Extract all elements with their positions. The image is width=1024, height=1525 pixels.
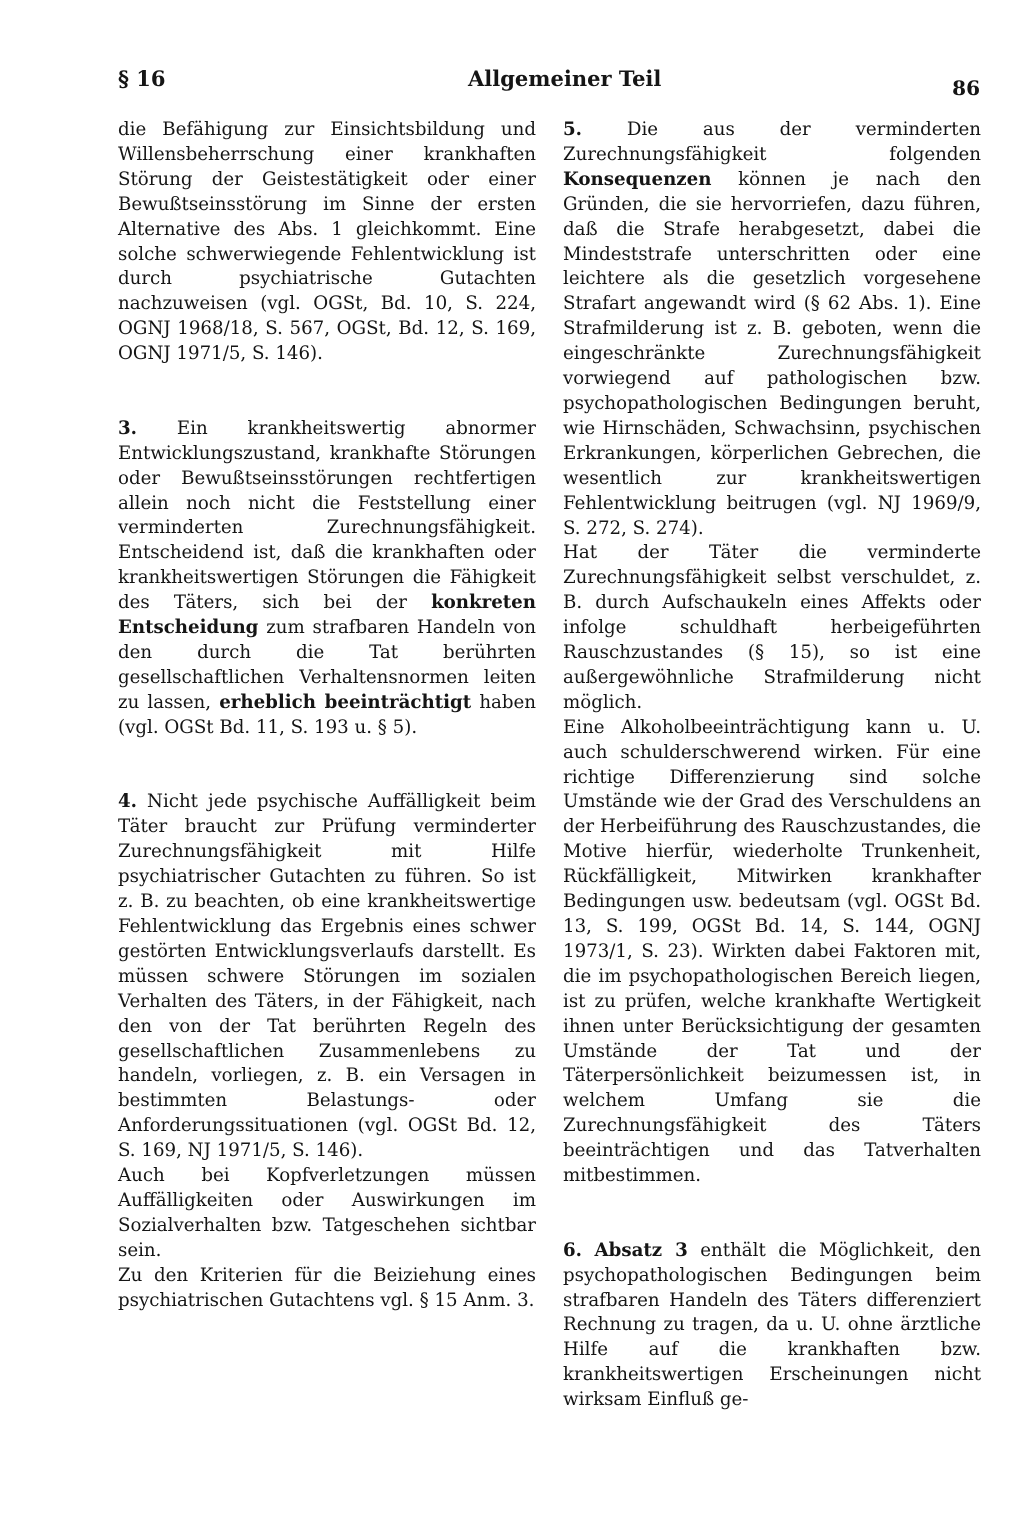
paragraph-4 bbox=[118, 790, 536, 1164]
paragraph-5-continued: Hat der Täter die verminderte Zurechnungsfähigkeit selbst verschuldet, z. B. durch Aufschaukeln eines Affekts oder infolge schuldhaft herbeigeführten Rauschzustandes (§ 15), so ist eine außergewöhnliche Strafmilderung nicht möglich. bbox=[563, 542, 981, 713]
emphasis-text: Absatz 3 bbox=[594, 1239, 688, 1261]
paragraph-text: können je nach den Gründen, die sie hervorriefen, dazu führen, daß die Strafe herabgesetzt, dabei die Mindeststrafe unterschritten oder eine leichtere als die gesetzlich vorgesehene Strafart angewandt wird (§ 62 Abs. 1). Eine Strafmilderung ist z. B. geboten, wenn die eingeschränkte Zurechnungsfähigkeit vorwiegend auf pathologischen bzw. psychopathologischen Bedingungen beruht, wie Hirnschäden, Schwachsinn, psychischen Erkrankungen, körperlichen Gebrechen, die wesentlich zur krankheitswertigen Fehlentwicklung beitrugen (vgl. NJ 1969/9, S. 272, S. 274). bbox=[563, 168, 981, 539]
paragraph-text: enthält die Möglichkeit, den psychopathologischen Bedingungen beim strafbaren Handeln des Täters differenziert Rechnung zu tragen, da u. U. ohne ärztliche Hilfe auf die krankhaften bzw. krankheitswertigen Erscheinungen nicht wirksam Einfluß ge- bbox=[563, 1239, 981, 1411]
page-number: 86 bbox=[952, 76, 980, 100]
paragraph-text: Nicht jede psychische Auffälligkeit beim Täter braucht zur Prüfung verminderter Zurechnungsfähigkeit mit Hilfe psychiatrischer Gutachten zu führen. So ist z. B. zu beachten, ob eine krankheitswertige Fehlentwicklung das Ergebnis eines schwer gestörten Entwicklungsverlaufs darstellt. Es müssen schwere Störungen im sozialen Verhalten des Täters, in der Fähigkeit, nach den von der Tat berührten Regeln des gesellschaftlichen Zusammenlebens zu handeln, vorliegen, z. B. ein Versagen in bestimmten Belastungs- oder Anforderungssituationen (vgl. OGSt Bd. 12, S. 169, NJ 1971/5, S. 146). bbox=[118, 791, 536, 1162]
emphasis-text: erheblich beeinträchtigt bbox=[219, 691, 472, 713]
paragraph-6 bbox=[563, 1239, 981, 1413]
section-marker: § 16 bbox=[118, 66, 166, 91]
running-title: Allgemeiner Teil bbox=[468, 66, 662, 91]
paragraph-text: Die aus der verminderten Zurechnungsfähigkeit folgenden bbox=[563, 119, 981, 165]
left-column bbox=[118, 118, 536, 1313]
paragraph-number: 5. bbox=[563, 119, 582, 140]
paragraph-5-alcohol: Eine Alkoholbeeinträchtigung kann u. U. auch schulderschwerend wirken. Für eine richtige Differenzierung sind solche Umstände wie der Grad des Verschuldens an der Herbeiführung des Rauschzustandes, die Motive hierfür, wiederholte Trunkenheit, Rückfälligkeit, Mitwirken krankhafter Bedingungen usw. bedeutsam (vgl. OGSt Bd. 13, S. 199, OGSt Bd. 14, S. 144, OGNJ 1973/1, S. 23). Wirkten dabei Faktoren mit, die im psychopathologischen Bereich liegen, ist zu prüfen, welche krankhafte Wertigkeit ihnen unter Berücksichtigung der gesamten Umstände der Tat und der Täterpersönlichkeit beizumessen ist, in welchem Umfang sie die Zurechnungsfähigkeit des Täters beeinträchtigen und das Tatverhalten mitbestimmen. bbox=[563, 716, 981, 1187]
emphasis-text: konkreten Entscheidung bbox=[118, 592, 536, 639]
emphasis-text: Konsequenzen bbox=[563, 168, 712, 190]
page-header bbox=[116, 66, 982, 106]
paragraph-number: 6. bbox=[563, 1239, 582, 1261]
paragraph-text: Ein krankheitswertig abnormer Entwicklungszustand, krankhafte Störungen oder Bewußtseinsstörungen rechtfertigen allein noch nicht die Feststellung einer verminderten Zurechnungsfähigkeit. Entscheidend ist, daß die krankhaften oder krankheitswertigen Störungen die Fähigkeit des Täters, sich bei der bbox=[118, 417, 536, 614]
paragraph-4-crossref: Zu den Kriterien für die Beiziehung eines psychiatrischen Gutachtens vgl. § 15 Anm. 3. bbox=[118, 1264, 536, 1311]
paragraph-number: 3. bbox=[118, 417, 137, 439]
paragraph-4-continued: Auch bei Kopfverletzungen müssen Auffälligkeiten oder Auswirkungen im Sozialverhalten bzw. Tatgeschehen sichtbar sein. bbox=[118, 1165, 536, 1261]
paragraph-continuation: die Befähigung zur Einsichtsbildung und Willensbeherrschung einer krankhaften Störung der Geistestätigkeit oder einer Bewußtseinsstörung im Sinne der ersten Alternative des Abs. 1 gleichkommt. Eine solche schwerwiegende Fehlentwicklung ist durch psychiatrische Gutachten nachzuweisen (vgl. OGSt, Bd. 10, S. 224, OGNJ 1968/18, S. 567, OGSt, Bd. 12, S. 169, OGNJ 1971/5, S. 146). bbox=[118, 119, 536, 365]
paragraph-5 bbox=[563, 118, 981, 541]
right-column bbox=[563, 118, 981, 1413]
paragraph-text: zum strafbaren Handeln von den durch die Tat berührten gesellschaftlichen Verhaltensnormen leiten zu lassen, bbox=[118, 617, 536, 713]
paragraph-number: 4. bbox=[118, 791, 137, 813]
paragraph-text: haben (vgl. OGSt Bd. 11, S. 193 u. § 5). bbox=[118, 691, 536, 738]
paragraph-3 bbox=[118, 417, 536, 741]
